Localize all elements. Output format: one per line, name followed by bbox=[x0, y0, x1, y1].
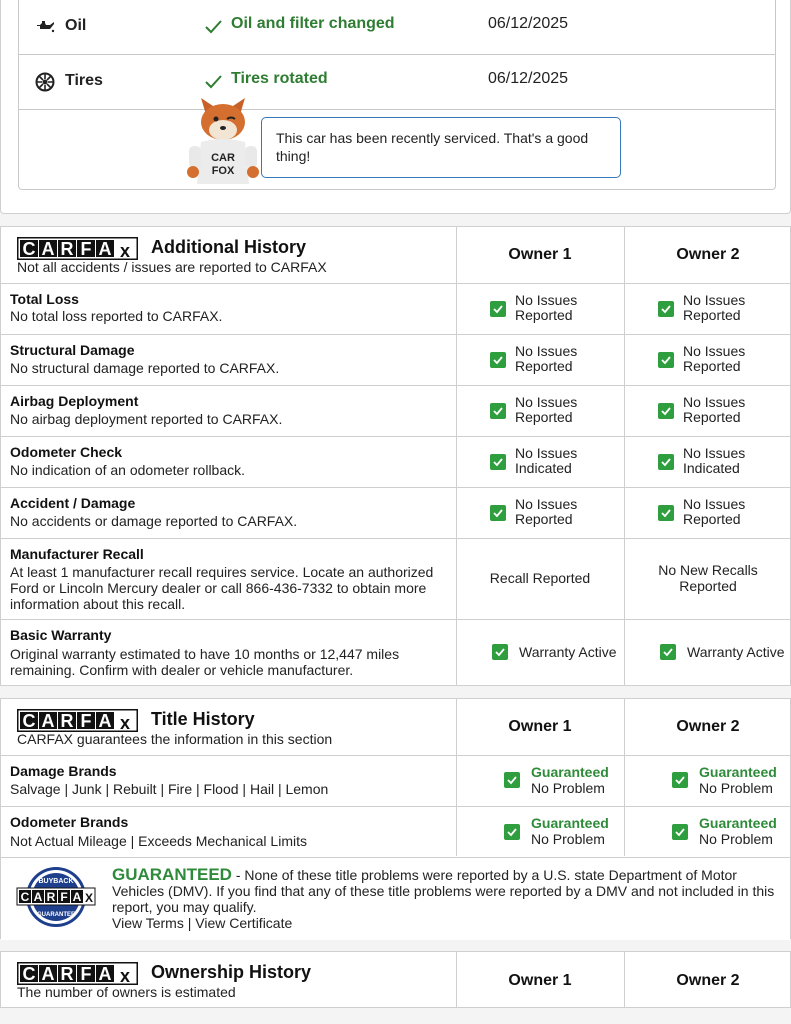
check-icon bbox=[504, 824, 520, 840]
ownership-history-section bbox=[0, 951, 791, 1008]
owner-1-header: Owner 1 bbox=[508, 718, 572, 735]
guarantee-body: - None of these title problems were reported by a U.S. state Department of Motor Vehicles (DMV). If you find that any of these title problems were reported by a DMV and not included in this report, you may qualify. bbox=[112, 867, 775, 915]
row-title: Odometer Brands bbox=[10, 814, 129, 830]
speech-bubble: This car has been recently serviced. That's a good thing! bbox=[261, 117, 621, 178]
svg-text:R: R bbox=[60, 711, 74, 731]
row-description: Not Actual Mileage | Exceeds Mechanical Limits bbox=[10, 833, 307, 849]
section-subtitle: CARFAX guarantees the information in this section bbox=[17, 731, 333, 747]
owner-1-status bbox=[456, 335, 624, 385]
carfox-mascot bbox=[179, 92, 269, 189]
row-title: Manufacturer Recall bbox=[10, 546, 144, 562]
buyback-guarantee-seal bbox=[15, 866, 97, 928]
carfax-logo bbox=[17, 962, 138, 985]
check-icon bbox=[203, 16, 223, 36]
owner-1-status bbox=[456, 756, 624, 806]
check-icon bbox=[658, 505, 674, 521]
history-row-accident-damage bbox=[1, 488, 790, 539]
owner-1-status bbox=[456, 488, 624, 538]
status-text: No Problem bbox=[531, 831, 605, 847]
owner-2-status bbox=[624, 488, 791, 538]
owner-2-status bbox=[624, 620, 791, 687]
check-icon bbox=[203, 71, 223, 91]
svg-text:x: x bbox=[119, 241, 131, 260]
status-text: Warranty Active bbox=[687, 644, 785, 660]
service-row-tires bbox=[19, 55, 775, 110]
service-date: 06/12/2025 bbox=[488, 70, 569, 87]
owner-1-status bbox=[456, 284, 624, 334]
row-description: No indication of an odometer rollback. bbox=[10, 462, 246, 478]
check-icon bbox=[658, 352, 674, 368]
svg-text:A: A bbox=[41, 239, 55, 259]
status-text: Warranty Active bbox=[519, 644, 617, 660]
check-icon bbox=[658, 301, 674, 317]
row-title: Accident / Damage bbox=[10, 495, 136, 511]
status-text: No Problem bbox=[531, 780, 605, 796]
service-description: Tires rotated bbox=[231, 70, 328, 87]
service-label: Tires bbox=[65, 72, 103, 89]
row-title: Odometer Check bbox=[10, 444, 123, 460]
svg-text:C: C bbox=[22, 711, 36, 731]
row-description: At least 1 manufacturer recall requires service. Locate an authorized Ford or Lincoln Mercury dealer or call 866-436-7332 to obtain more information about this recall. bbox=[10, 564, 434, 612]
guaranteed-label: Guaranteed bbox=[699, 815, 777, 831]
guarantee-row bbox=[1, 858, 790, 940]
status-text: No Issues Reported bbox=[515, 343, 578, 374]
guaranteed-label: Guaranteed bbox=[531, 815, 609, 831]
row-title: Structural Damage bbox=[10, 342, 135, 358]
status-text: No Issues Reported bbox=[515, 292, 578, 323]
seal-top-text: BUYBACK bbox=[38, 878, 74, 885]
guaranteed-label: Guaranteed bbox=[531, 764, 609, 780]
section-subtitle: Not all accidents / issues are reported to CARFAX bbox=[17, 259, 327, 275]
check-icon bbox=[490, 301, 506, 317]
status-text: No Problem bbox=[699, 780, 773, 796]
row-description: No airbag deployment reported to CARFAX. bbox=[10, 411, 283, 427]
status-text: No Issues Indicated bbox=[515, 445, 578, 476]
view-certificate-link[interactable]: View Certificate bbox=[195, 915, 293, 931]
status-text: No Issues Reported bbox=[683, 343, 746, 374]
svg-text:A: A bbox=[98, 964, 112, 984]
service-label: Oil bbox=[65, 17, 87, 34]
owner-2-status bbox=[624, 386, 791, 436]
owner-1-status bbox=[456, 807, 624, 857]
history-row-manufacturer-recall bbox=[1, 539, 790, 620]
additional-history-section bbox=[0, 226, 791, 686]
owner-2-header: Owner 2 bbox=[676, 718, 740, 735]
owner-2-status bbox=[624, 437, 791, 487]
mascot-shirt-text-bottom: FOX bbox=[211, 165, 235, 177]
owner-1-status bbox=[456, 539, 624, 619]
svg-text:A: A bbox=[41, 711, 55, 731]
guaranteed-heading: GUARANTEED bbox=[112, 865, 232, 884]
section-title: Additional History bbox=[151, 237, 307, 257]
svg-text:R: R bbox=[60, 239, 74, 259]
section-header bbox=[1, 699, 790, 756]
svg-text:A: A bbox=[41, 964, 55, 984]
check-icon bbox=[504, 772, 520, 788]
svg-text:C: C bbox=[20, 890, 30, 904]
owner-2-status bbox=[624, 539, 791, 619]
owner-2-status bbox=[624, 284, 791, 334]
owner-1-status bbox=[456, 386, 624, 436]
row-description: Salvage | Junk | Rebuilt | Fire | Flood | Hail | Lemon bbox=[10, 781, 329, 797]
owner-2-status bbox=[624, 335, 791, 385]
mascot-shirt-text-top: CAR bbox=[211, 152, 235, 164]
svg-text:X: X bbox=[84, 891, 94, 905]
row-title: Damage Brands bbox=[10, 763, 117, 779]
svg-text:F: F bbox=[80, 964, 92, 984]
owner-2-status bbox=[624, 756, 791, 806]
status-text: No Problem bbox=[699, 831, 773, 847]
owner-1-header: Owner 1 bbox=[508, 971, 572, 989]
status-text: No Issues Reported bbox=[683, 496, 746, 527]
owner-2-status bbox=[624, 807, 791, 857]
check-icon bbox=[672, 772, 688, 788]
svg-text:R: R bbox=[46, 890, 56, 904]
owner-1-status bbox=[456, 437, 624, 487]
check-icon bbox=[490, 403, 506, 419]
title-history-section bbox=[0, 698, 791, 939]
svg-text:F: F bbox=[80, 711, 92, 731]
service-row-oil bbox=[19, 0, 775, 55]
owner-2-header: Owner 2 bbox=[676, 246, 740, 263]
check-icon bbox=[660, 644, 676, 660]
row-title: Basic Warranty bbox=[10, 627, 112, 643]
owner-1-status bbox=[456, 620, 624, 687]
row-title: Airbag Deployment bbox=[10, 393, 139, 409]
section-header bbox=[1, 952, 790, 1009]
status-text: No Issues Reported bbox=[683, 292, 746, 323]
seal-bottom-text: GUARANTEE bbox=[36, 912, 76, 918]
history-row-odometer-check bbox=[1, 437, 790, 488]
svg-text:A: A bbox=[33, 890, 43, 904]
guaranteed-label: Guaranteed bbox=[699, 764, 777, 780]
check-icon bbox=[492, 644, 508, 660]
check-icon bbox=[672, 824, 688, 840]
owner-1-header: Owner 1 bbox=[508, 246, 572, 263]
history-row-structural-damage bbox=[1, 335, 790, 386]
row-description: No structural damage reported to CARFAX. bbox=[10, 360, 280, 376]
tire-icon bbox=[35, 72, 55, 92]
guarantee-statement bbox=[112, 867, 777, 931]
title-row-damage-brands bbox=[1, 756, 790, 807]
service-list bbox=[18, 0, 776, 190]
svg-text:F: F bbox=[60, 890, 68, 904]
row-title: Total Loss bbox=[10, 291, 79, 307]
check-icon bbox=[490, 352, 506, 368]
status-text: No Issues Indicated bbox=[683, 445, 746, 476]
service-card bbox=[0, 0, 791, 214]
row-description: No accidents or damage reported to CARFAX. bbox=[10, 513, 298, 529]
service-date: 06/12/2025 bbox=[488, 15, 569, 32]
check-icon bbox=[658, 454, 674, 470]
row-description: Original warranty estimated to have 10 months or 12,447 miles remaining. Confirm with dealer or vehicle manufacturer. bbox=[10, 646, 400, 678]
history-row-total-loss bbox=[1, 284, 790, 335]
view-terms-link[interactable]: View Terms bbox=[112, 915, 184, 931]
svg-text:x: x bbox=[119, 966, 131, 985]
recall-status: No New Recalls Reported bbox=[658, 562, 758, 594]
service-description: Oil and filter changed bbox=[231, 15, 395, 32]
check-icon bbox=[658, 403, 674, 419]
svg-text:A: A bbox=[98, 711, 112, 731]
svg-text:R: R bbox=[60, 964, 74, 984]
section-header bbox=[1, 227, 790, 284]
oil-can-icon bbox=[35, 17, 55, 37]
status-text: No Issues Reported bbox=[515, 496, 578, 527]
history-row-basic-warranty bbox=[1, 620, 790, 687]
svg-text:C: C bbox=[22, 239, 36, 259]
owner-2-header: Owner 2 bbox=[676, 971, 740, 989]
carfax-logo bbox=[17, 237, 138, 260]
row-description: No total loss reported to CARFAX. bbox=[10, 308, 223, 324]
svg-text:A: A bbox=[98, 239, 112, 259]
check-icon bbox=[490, 505, 506, 521]
svg-text:x: x bbox=[119, 713, 131, 732]
link-separator: | bbox=[187, 915, 192, 931]
carfax-logo bbox=[17, 709, 138, 732]
svg-text:C: C bbox=[22, 964, 36, 984]
status-text: No Issues Reported bbox=[515, 394, 578, 425]
recall-status: Recall Reported bbox=[489, 570, 591, 586]
status-text: No Issues Reported bbox=[683, 394, 746, 425]
section-subtitle: The number of owners is estimated bbox=[17, 984, 236, 1000]
svg-text:A: A bbox=[72, 890, 82, 904]
section-title: Ownership History bbox=[151, 962, 312, 982]
section-title: Title History bbox=[151, 709, 255, 729]
history-row-airbag-deployment bbox=[1, 386, 790, 437]
svg-text:F: F bbox=[80, 239, 92, 259]
title-row-odometer-brands bbox=[1, 807, 790, 858]
check-icon bbox=[490, 454, 506, 470]
